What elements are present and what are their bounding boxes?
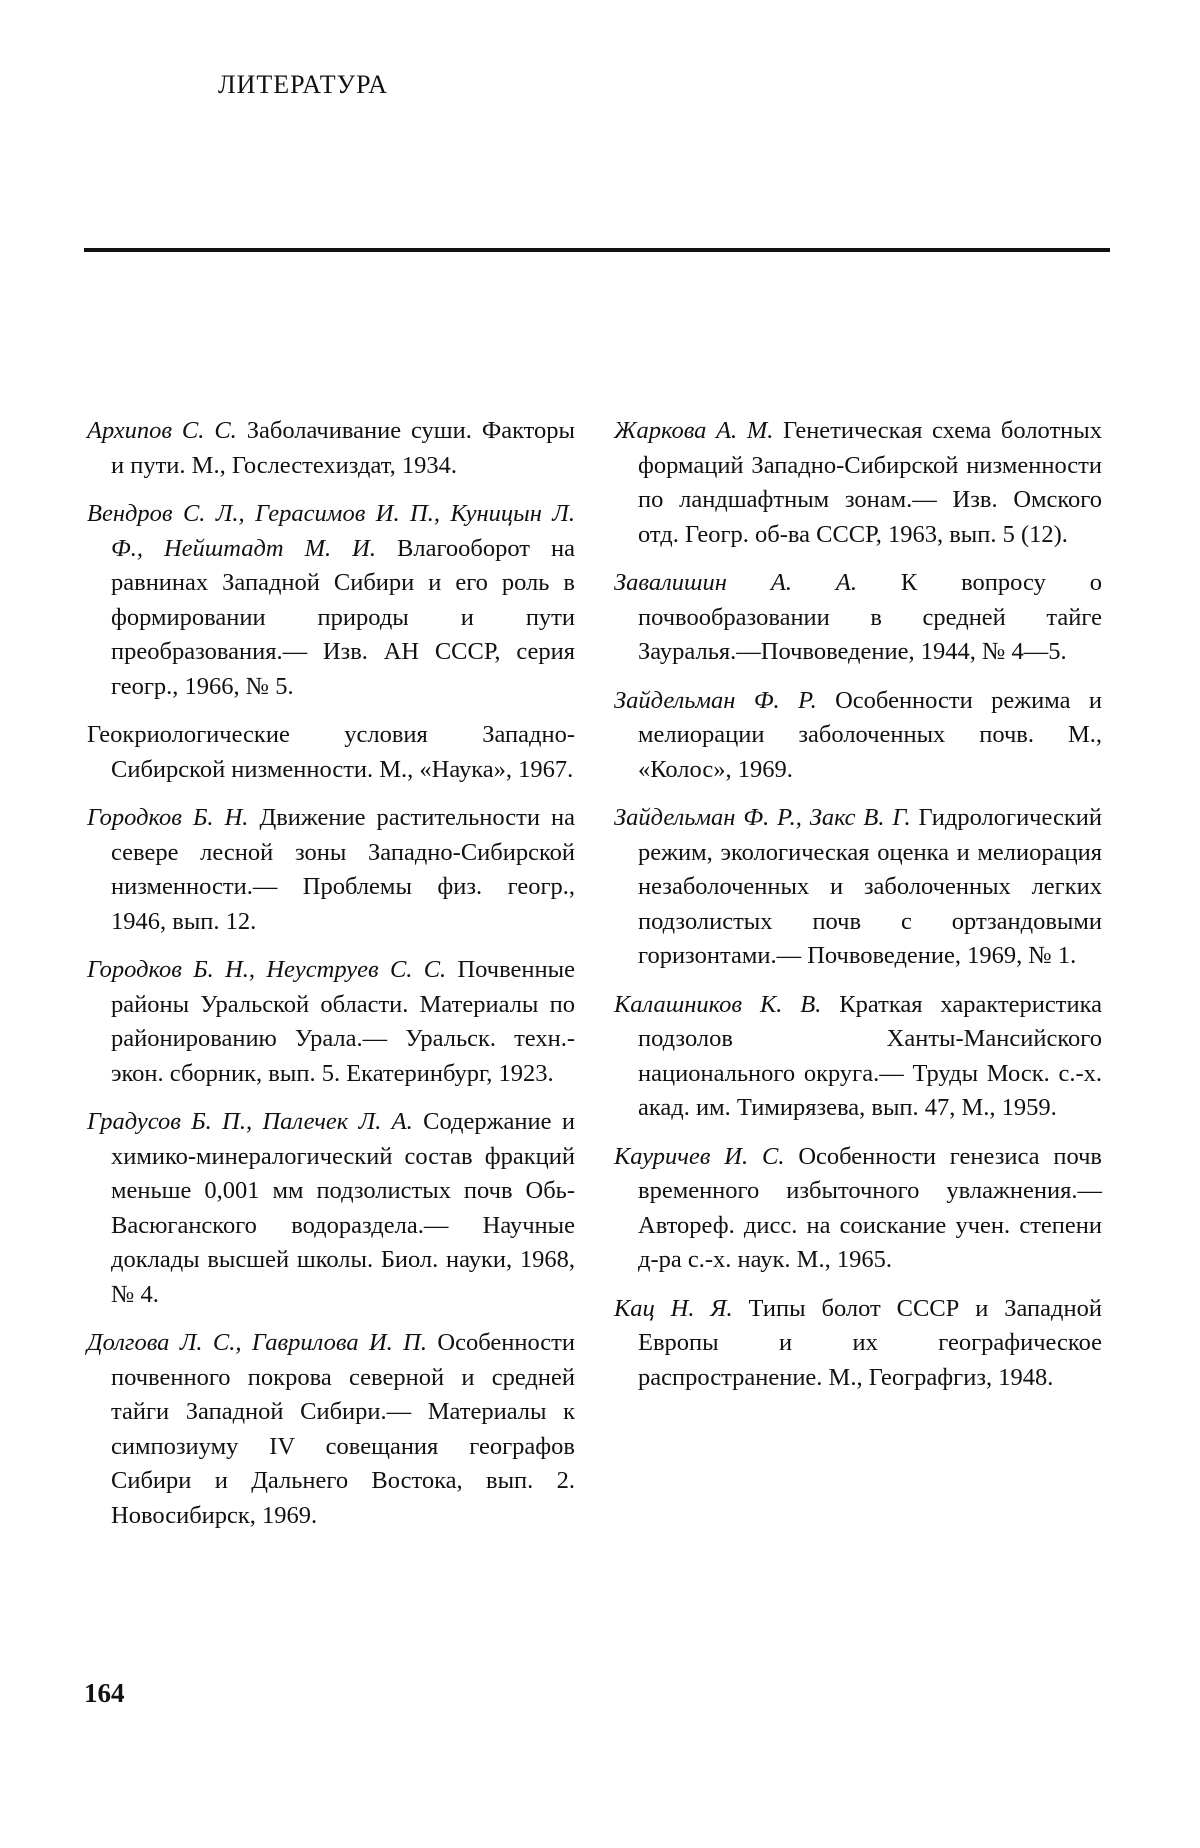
- entry-text: Влагооборот на равнинах Западной Сибири и его роль в формировании природы и пути преобразования.— Изв. АН СССР, серия геогр., 1966, № 5.: [111, 534, 575, 700]
- bibliography-entry: [87, 718, 575, 787]
- bibliography-entry: [87, 497, 575, 704]
- entry-text: Почвенные районы Уральской области. Материалы по районированию Урала.— Уральск. техн.-экон. сборник, вып. 5. Екатеринбург, 1923.: [111, 956, 575, 1087]
- bibliography-entry: [87, 953, 575, 1091]
- entry-text: Содержание и химико-минералогический состав фракций меньше 0,001 мм подзолистых почв Обь-Васюганского водораздела.— Научные доклады высшей школы. Биол. науки, 1968, № 4.: [111, 1108, 575, 1308]
- entry-author: Зайдельман Ф. Р.: [614, 686, 817, 714]
- bibliography-entry: [87, 414, 575, 483]
- entry-text: Движение растительности на севере лесной зоны Западно-Сибирской низменности.— Проблемы физ. геогр., 1946, вып. 12.: [111, 804, 576, 935]
- entry-author: Кауричев И. С.: [614, 1142, 785, 1170]
- bibliography-entry: [614, 1140, 1102, 1278]
- entry-text: Гидрологический режим, экологическая оценка и мелиорация незаболоченных и заболоченных легких подзолистых почв с ортзандовыми горизонтами.— Почвоведение, 1969, № 1.: [638, 804, 1102, 969]
- entry-text: Заболачивание суши. Факторы и пути. М., Гослестехиздат, 1934.: [111, 417, 576, 479]
- entry-author: Городков Б. Н., Неуструев С. С.: [87, 956, 447, 983]
- entry-author: Завалишин А. А.: [614, 569, 857, 596]
- entry-author: Калашников К. В.: [614, 990, 822, 1018]
- entry-author: Зайдельман Ф. Р., Закс В. Г.: [614, 804, 911, 831]
- entry-text: К вопросу о почвообразовании в средней тайге Зауралья.—Почвоведение, 1944, № 4—5.: [638, 569, 1102, 665]
- bibliography-entry: [614, 566, 1102, 670]
- entry-text: Особенности почвенного покрова северной и средней тайги Западной Сибири.— Материалы к симпозиуму IV совещания географов Сибири и Дальнего Востока, вып. 2. Новосибирск, 1969.: [111, 1329, 575, 1529]
- bibliography-entry: [614, 1292, 1102, 1396]
- bibliography-entry: [614, 684, 1102, 788]
- bibliography-entry: [87, 1326, 575, 1533]
- entry-author: Долгова Л. С., Гаврилова И. П.: [87, 1329, 427, 1356]
- entry-author: Кац Н. Я.: [614, 1294, 733, 1322]
- bibliography-entry: [614, 988, 1102, 1126]
- entry-author: Вендров С. Л., Герасимов И. П., Куницын Л. Ф., Нейштадт М. И.: [87, 500, 575, 562]
- entry-text: Особенности генезиса почв временного избыточного увлажнения.— Автореф. дисс. на соискание учен. степени д-ра с.-х. наук. М., 1965.: [638, 1142, 1103, 1273]
- entry-text: Геокриологические условия Западно-Сибирской низменности. М., «Наука», 1967.: [87, 721, 575, 783]
- bibliography-entry: [87, 801, 575, 939]
- entry-author: Архипов С. С.: [87, 417, 237, 444]
- right-column: [614, 414, 1102, 1409]
- bibliography-entry: [614, 801, 1102, 974]
- entry-text: Краткая характеристика подзолов Ханты-Мансийского национального округа.— Труды Моск. с.-х. акад. им. Тимирязева, вып. 47, М., 1959.: [638, 990, 1102, 1121]
- bibliography-entry: [87, 1105, 575, 1312]
- entry-author: Жаркова А. М.: [614, 417, 774, 444]
- left-column: [87, 414, 575, 1547]
- header-rule: [84, 248, 1110, 252]
- bibliography-entry: [614, 414, 1102, 552]
- entry-text: Особенности режима и мелиорации заболоченных почв. М., «Колос», 1969.: [638, 686, 1102, 783]
- entry-author: Градусов Б. П., Палечек Л. А.: [87, 1108, 413, 1135]
- entry-text: Типы болот СССР и Западной Европы и их географическое распространение. М., Географгиз, 1948.: [638, 1294, 1102, 1391]
- entry-text: Генетическая схема болотных формаций Западно-Сибирской низменности по ландшафтным зонам.— Изв. Омского отд. Геогр. об-ва СССР, 1963, вып. 5 (12).: [638, 417, 1103, 548]
- page-number: 164: [84, 1678, 125, 1708]
- entry-author: Городков Б. Н.: [87, 804, 249, 831]
- page-header: ЛИТЕРАТУРА: [218, 70, 388, 99]
